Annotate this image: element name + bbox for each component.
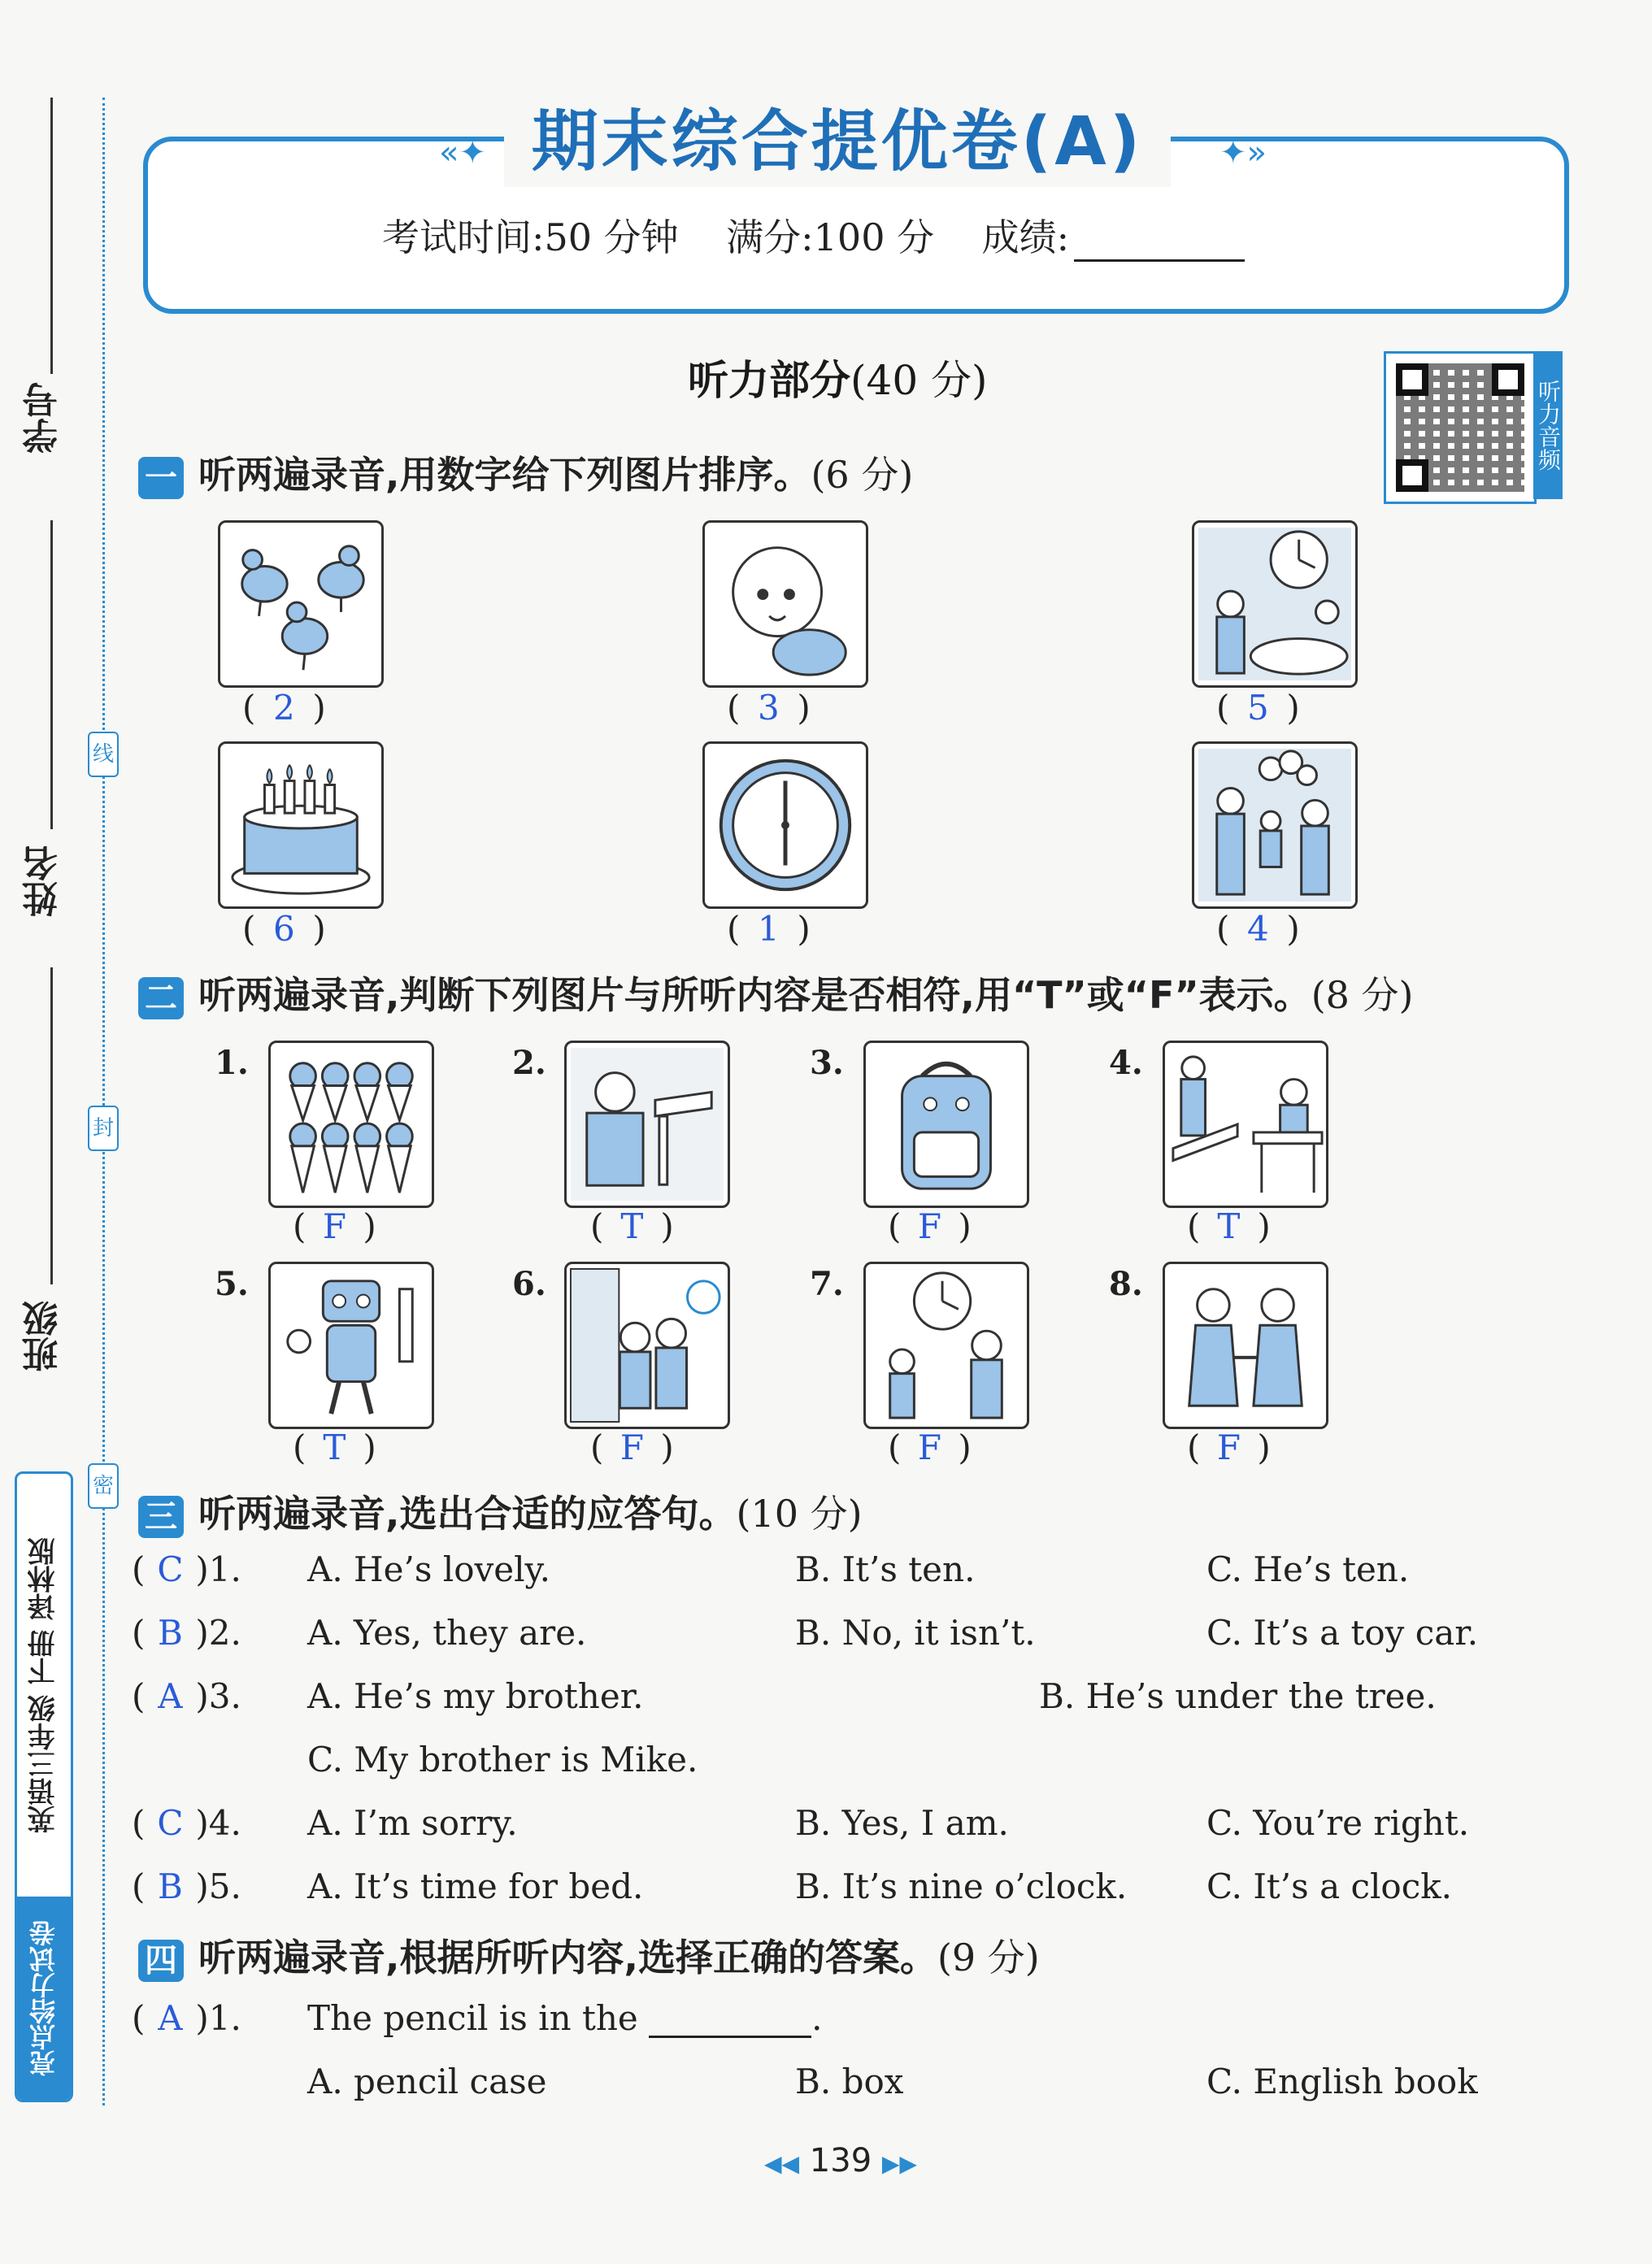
q3-item-5: ( B )5. (132, 1866, 241, 1906)
cut-tag-line: 线 (88, 732, 119, 777)
q1-points: (6 分) (811, 453, 914, 497)
q4-item-1: ( A )1. (132, 1998, 241, 2038)
q3-item-2: ( B )2. (132, 1613, 241, 1653)
party-scene-icon (1194, 744, 1355, 906)
q1-number: 一 (138, 457, 184, 499)
cut-tag-seal: 封 (88, 1106, 119, 1151)
q3-item-number: )3. (195, 1676, 241, 1716)
section-title-text: 听力部分 (688, 357, 850, 404)
q2-answer-slot-8[interactable]: ( F ) (1187, 1427, 1271, 1467)
q2-answer-1: F (322, 1206, 346, 1246)
q1-header (138, 445, 913, 499)
field-student-id-label: 学号 (23, 382, 64, 454)
qr-label: 听力音频 (1533, 351, 1563, 499)
q3-option-c[interactable]: C. It’s a clock. (1206, 1866, 1453, 1906)
q4-instruction: 听两遍录音,根据所听内容,选择正确的答案。 (198, 1936, 937, 1979)
q2-answer-slot-5[interactable]: ( T ) (293, 1427, 376, 1467)
book-spine-label (15, 1471, 73, 2102)
q3-points: (10 分) (736, 1492, 863, 1536)
q4-stem-end: . (811, 1998, 823, 2038)
qr-finder (1492, 363, 1524, 396)
q4-header (138, 1928, 1040, 1982)
q2-item-number-2: 2. (512, 1044, 546, 1082)
q2-item-number-8: 8. (1109, 1265, 1143, 1303)
q3-answer-1[interactable]: C (157, 1549, 184, 1589)
q3-answer-5[interactable]: B (157, 1866, 183, 1906)
q3-item-3: ( A )3. (132, 1676, 241, 1716)
q2-points: (8 分) (1311, 973, 1414, 1017)
qr-code[interactable] (1384, 351, 1537, 504)
picture-bedtime (1192, 520, 1358, 688)
q4-option-b[interactable]: B. box (795, 2062, 904, 2101)
q4-blank[interactable] (649, 2006, 811, 2038)
q3-item-number: )2. (195, 1613, 241, 1653)
q3-item-number: )1. (195, 1549, 241, 1589)
q3-option-b[interactable]: B. No, it isn’t. (795, 1613, 1036, 1653)
q4-stem-text: The pencil is in the (307, 1998, 638, 2038)
picture-clock-six (702, 741, 868, 909)
exam-full-score: 满分:100 分 (726, 215, 935, 259)
bedtime-scene-icon (1194, 523, 1355, 685)
chickens-icon (220, 523, 381, 685)
baby-icon (705, 523, 866, 685)
qr-finder (1396, 363, 1428, 396)
picture-party (1192, 741, 1358, 909)
cut-tag-secret: 密 (88, 1463, 119, 1509)
page-number (764, 2142, 917, 2179)
q2-answer-4: T (1217, 1206, 1241, 1246)
spine-brand: 亮点给力试卷 (28, 1920, 59, 2076)
q2-answer-slot-3[interactable]: ( F ) (888, 1206, 972, 1246)
teacher-student-icon (1165, 1043, 1326, 1206)
q1-answer-1: 2 (273, 688, 295, 728)
boy-desk-icon (567, 1043, 728, 1206)
q3-item-4: ( C )4. (132, 1803, 241, 1843)
q2-answer-6: F (620, 1427, 644, 1467)
exam-score-label: 成绩: (981, 215, 1070, 259)
field-name-label: 姓名 (23, 845, 64, 917)
q4-option-c[interactable]: C. English book (1206, 2062, 1478, 2101)
picture-schoolbag (863, 1041, 1029, 1208)
q1-answer-slot-2[interactable]: ( 3 ) (727, 688, 811, 728)
picture-classroom (1163, 1041, 1328, 1208)
q2-answer-slot-6[interactable]: ( F ) (590, 1427, 674, 1467)
score-blank[interactable] (1074, 227, 1245, 262)
exam-time: 考试时间:50 分钟 (382, 215, 679, 259)
q2-number: 二 (138, 977, 184, 1019)
q3-option-a[interactable]: A. He’s lovely. (307, 1549, 551, 1589)
q3-header (138, 1484, 863, 1538)
q2-item-number-7: 7. (810, 1265, 844, 1303)
q2-answer-slot-7[interactable]: ( F ) (888, 1427, 972, 1467)
q2-answer-3: F (917, 1206, 941, 1246)
q3-option-b[interactable]: B. He’s under the tree. (1039, 1676, 1437, 1716)
q4-item-number: )1. (195, 1998, 241, 2038)
q1-answer-2: 3 (758, 688, 780, 728)
q1-answer-slot-3[interactable]: ( 5 ) (1216, 688, 1300, 728)
q1-answer-slot-5[interactable]: ( 1 ) (727, 909, 811, 949)
cut-line (102, 98, 105, 2105)
q1-instruction: 听两遍录音,用数字给下列图片排序。 (198, 453, 811, 497)
q1-answer-slot-4[interactable]: ( 6 ) (242, 909, 326, 949)
q3-option-c[interactable]: C. You’re right. (1206, 1803, 1470, 1843)
q3-option-b[interactable]: B. It’s ten. (795, 1549, 976, 1589)
q3-item-number: )4. (195, 1803, 241, 1843)
picture-kids-library (564, 1262, 730, 1429)
field-class-label: 班级 (23, 1301, 64, 1372)
q1-answer-6: 4 (1247, 909, 1269, 949)
q1-answer-4: 6 (273, 909, 295, 949)
picture-two-girls (1163, 1262, 1328, 1429)
section-title (688, 348, 988, 406)
picture-birthday-cake (218, 741, 384, 909)
q3-item-1: ( C )1. (132, 1549, 241, 1589)
q2-answer-slot-1[interactable]: ( F ) (293, 1206, 376, 1246)
q2-item-number-6: 6. (512, 1265, 546, 1303)
q1-answer-slot-1[interactable]: ( 2 ) (242, 688, 326, 728)
q3-option-b[interactable]: B. It’s nine o’clock. (795, 1866, 1128, 1906)
q2-answer-8: F (1216, 1427, 1241, 1467)
exam-info (382, 208, 1245, 262)
q2-answer-slot-2[interactable]: ( T ) (590, 1206, 674, 1246)
clock-family-icon (866, 1264, 1027, 1427)
q2-answer-5: T (323, 1427, 346, 1467)
student-id-blank[interactable] (50, 98, 53, 374)
next-arrows-icon: ▶▶ (881, 2150, 917, 2177)
q1-answer-5: 1 (758, 909, 780, 949)
children-icon (567, 1264, 728, 1427)
q2-header (138, 966, 1413, 1019)
q3-option-c[interactable]: C. It’s a toy car. (1206, 1613, 1479, 1653)
q2-item-number-3: 3. (810, 1044, 844, 1082)
q2-item-number-4: 4. (1109, 1044, 1143, 1082)
page-title: 期末综合提优卷(A) (504, 98, 1171, 187)
name-blank[interactable] (50, 520, 53, 829)
picture-chickens (218, 520, 384, 688)
q2-item-number-5: 5. (215, 1265, 249, 1303)
picture-ice-creams (268, 1041, 434, 1208)
q3-option-c[interactable]: C. He’s ten. (1206, 1549, 1410, 1589)
qr-finder (1396, 459, 1428, 492)
q4-number: 四 (138, 1940, 184, 1982)
clock-icon (705, 744, 866, 906)
q2-answer-2: T (620, 1206, 644, 1246)
page-number-text: 139 (809, 2142, 872, 2179)
q3-instruction: 听两遍录音,选出合适的应答句。 (198, 1492, 737, 1536)
q1-answer-3: 5 (1247, 688, 1269, 728)
class-blank[interactable] (50, 967, 53, 1284)
q3-option-b[interactable]: B. Yes, I am. (795, 1803, 1009, 1843)
q3-number: 三 (138, 1496, 184, 1538)
q3-option-a[interactable]: A. I’m sorry. (307, 1803, 518, 1843)
birthday-cake-icon (220, 744, 381, 906)
picture-baby (702, 520, 868, 688)
q3-option-a[interactable]: A. Yes, they are. (307, 1613, 587, 1653)
title-ornament-left-icon: «✦ (439, 134, 486, 172)
picture-boy-sneezing (564, 1041, 730, 1208)
q4-option-a[interactable]: A. pencil case (307, 2062, 547, 2101)
section-points: (40 分) (850, 357, 988, 404)
q3-option-a[interactable]: A. He’s my brother. (307, 1676, 644, 1716)
two-girls-icon (1165, 1264, 1326, 1427)
q3-answer-3[interactable]: A (158, 1676, 183, 1716)
q3-item-number: )5. (195, 1866, 241, 1906)
q2-item-number-1: 1. (215, 1044, 249, 1082)
ice-cream-icon (271, 1043, 432, 1206)
schoolbag-icon (866, 1043, 1027, 1206)
q1-answer-slot-6[interactable]: ( 4 ) (1216, 909, 1300, 949)
q2-answer-slot-4[interactable]: ( T ) (1187, 1206, 1271, 1246)
q2-answer-7: F (917, 1427, 941, 1467)
prev-arrows-icon: ◀◀ (764, 2150, 800, 2177)
picture-robot (268, 1262, 434, 1429)
title-ornament-right-icon: ✦» (1219, 134, 1267, 172)
q3-answer-4[interactable]: C (157, 1803, 184, 1843)
q4-answer-1[interactable]: A (158, 1998, 183, 2038)
q3-answer-2[interactable]: B (157, 1613, 183, 1653)
q4-points: (9 分) (937, 1936, 1040, 1979)
picture-clock-family (863, 1262, 1029, 1429)
robot-icon (271, 1264, 432, 1427)
q2-instruction: 听两遍录音,判断下列图片与所听内容是否相符,用“T”或“F”表示。 (198, 973, 1311, 1017)
spine-text: 英语三年级 下册 译林版 (28, 1537, 60, 1833)
q3-option-c[interactable]: C. My brother is Mike. (307, 1740, 698, 1779)
q4-stem (307, 1998, 822, 2038)
q3-option-a[interactable]: A. It’s time for bed. (307, 1866, 644, 1906)
